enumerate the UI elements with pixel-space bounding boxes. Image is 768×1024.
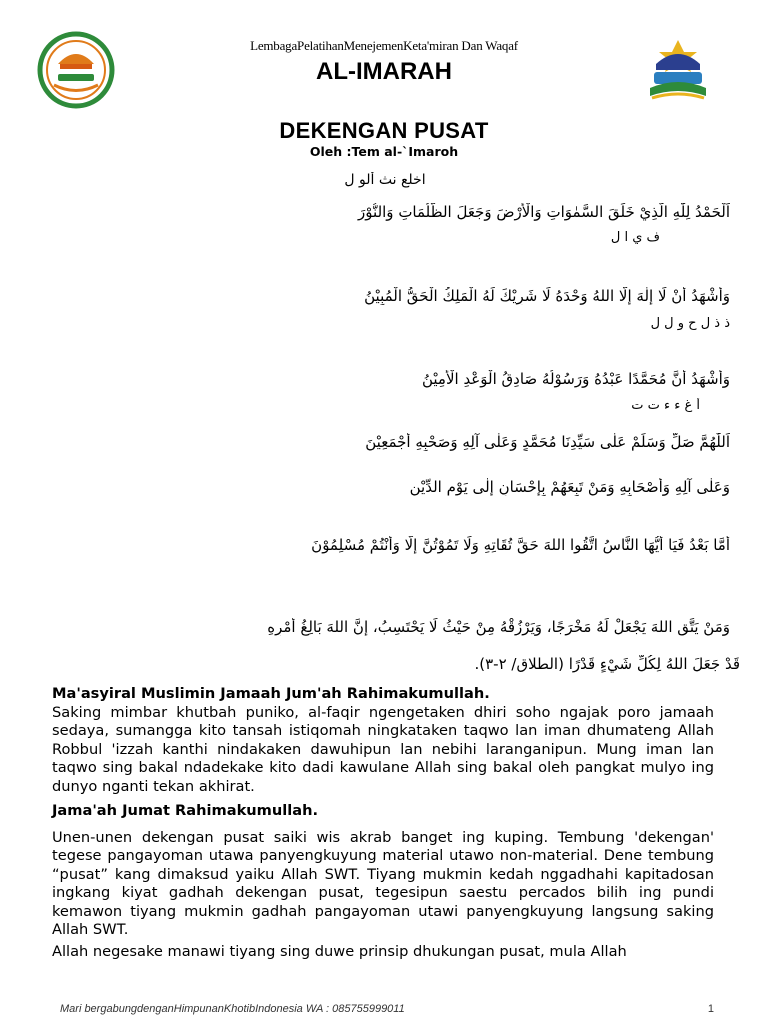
last-paragraph-line: Allah negesake manawi tiyang sing duwe prinsip dhukungan pusat, mula Allah [52,943,627,960]
book-star-emblem-icon [640,36,716,112]
arabic-line-4: وَأَشْهَدُ أَنْ لَا إِلٰهَ إِلَّا اللهُ وَحْدَهُ لَا شَرِيْكَ لَهُ الْمَلِكُ الْحَقُّ الْمُبِيْنُ [364,287,730,305]
author-line: Oleh :Tem al-`Imaroh [309,144,459,159]
arabic-line-12: قَدْ جَعَلَ اللهُ لِكُلِّ شَيْءٍ قَدْرًا (الطلاق/ ٢-٣). [474,655,740,673]
section-1 [52,685,714,796]
arabic-line-10: أَمَّا بَعْدُ فَيَا أَيُّهَا النَّاسُ اتَّقُوا اللهَ حَقَّ تُقَاتِهِ وَلَا تَمُوْتُنَّ إِلَّا وَأَنْتُمْ مُسْلِمُوْنَ [311,536,730,554]
arabic-line-5: ذ ذ ل ح و ل ل [650,316,730,331]
arabic-line-7: أ غ ء ء ت ت [631,398,700,413]
brand-name: AL-IMARAH [316,58,452,85]
arabic-line-6: وَأَشْهَدُ أَنَّ مُحَمَّدًا عَبْدُهُ وَرَسُوْلُهُ صَادِقُ الْوَعْدِ الْأَمِيْنُ [421,370,730,388]
section-2 [52,802,714,940]
al-imarah-emblem-icon [36,30,116,110]
section-paragraph: Unen-unen dekengan pusat saiki wis akrab banget ing kuping. Tembung 'dekengan' tegese pangayoman utawa panyengkuyung material utawo non-material. Dene tembung “pusat” kang dimaksud yaiku Allah SWT. Tiyang mukmin kedah nggadhahi kapitadosan ingkang kiyat gadhah dekengan pusat, tegesipun saestu percados bilih ing pundi kemawon tiyang mukmin gadhah pangayoman utawi panyengkuyung langsung saking Allah SWT. [52,828,714,938]
section-heading: Jama'ah Jumat Rahimakumullah. [52,802,319,819]
arabic-line-8: اَللّٰهُمَّ صَلِّ وَسَلِّمْ عَلٰى سَيِّدِنَا مُحَمَّدٍ وَعَلٰى آلِهِ وَصَحْبِهِ أَجْمَعِيْنَ [365,433,730,451]
arabic-line-2: اَلْحَمْدُ لِلّٰهِ الَّذِيْ خَلَقَ السَّمٰوَاتِ وَالْأَرْضَ وَجَعَلَ الظُّلُمَاتِ وَالنُّوْرَ [358,203,730,221]
page-number: 1 [707,1003,714,1015]
section-heading: Ma'asyiral Muslimin Jamaah Jum'ah Rahimakumullah. [52,685,490,702]
document-title: DEKENGAN PUSAT [279,118,489,143]
footer-contact: Mari bergabungdenganHimpunanKhotibIndonesia WA : 085755999011 [60,1003,405,1015]
arabic-line-1: اخلع نث ألو ل [344,172,426,188]
section-paragraph: Saking mimbar khutbah puniko, al-faqir ngengetaken dhiri soho ngajak poro jamaah sedaya, sumangga kito tansah istiqomah ningkataken taqwo lan iman dhumateng Allah Robbul 'izzah kanthi nindakaken dawuhipun lan nebihi laranganipun. Mung iman lan taqwo sing bakal ndadekake kito dadi kawulane Allah sing bakal oleh pangkat mulyo ing dunyo nganti tekan akhirat. [52,703,714,795]
arabic-line-11: وَمَنْ يَتَّقِ اللهَ يَجْعَلْ لَهُ مَخْرَجًا، وَيَرْزُقْهُ مِنْ حَيْثُ لَا يَحْتَسِبُ، إِنَّ اللهَ بَالِغُ أَمْرِهِ [267,618,730,636]
arabic-line-3: ف ي ا ل [610,230,660,245]
arabic-line-9: وَعَلٰى آلِهِ وَأَصْحَابِهِ وَمَنْ تَبِعَهُمْ بِإِحْسَانٍ إِلٰى يَوْمِ الدِّيْنِ [409,478,730,496]
organization-name: LembagaPelatihanMenejemenKeta'miran Dan Waqaf [250,38,518,53]
